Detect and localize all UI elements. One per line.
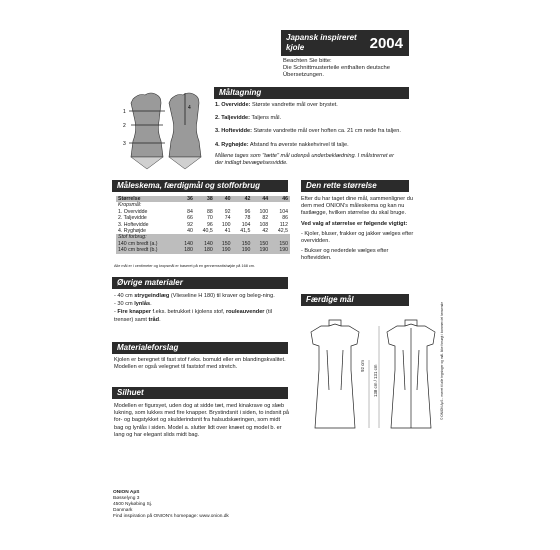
section-rette-stoerrelse: Den rette størrelse	[301, 180, 409, 192]
table-row: 140 cm bredt (b.) 180 180 190 190 190 190	[118, 247, 288, 254]
rette-stoerrelse-text: Efter du har taget dine mål, sammenligner du dem med ONION's måleskema og kan nu fastlægge, hvilken størrelse du skal bruge. Ved valg af størrelse er følgende vigtigt: - Kjoler, bluser, frakker og jakker vælges efter overvidden. - Bukser og nederdele vælges efter hoftevidden.	[301, 196, 414, 262]
table-row: 140 cm bredt (a.) 140 140 150 150 150 150	[118, 240, 288, 247]
side-copyright: © ONION ApS - eneret til alle tegninger og mål. Ikke forsøgt i kommerciel hensende	[440, 301, 444, 420]
figure-label-3: 3	[123, 141, 126, 147]
section-materialeforslag: Materialeforslag	[112, 342, 288, 354]
figure-label-1: 1	[123, 109, 126, 115]
table-row: 4. Ryghøjde 40 40,5 41 41,5 42 42,5	[118, 228, 288, 235]
list-item: - Fire knapper f.eks. betrukket i kjolens stof, rouleauvender (til trenser) samt tråd.	[114, 309, 272, 323]
list-item: - Kjoler, bluser, frakker og jakker vælges efter overvidden.	[301, 230, 414, 245]
materialeforslag-text: Kjolen er beregnet til fast stof f.eks. bomuld eller en blandingskvalitet. Modellen er også velegnet til faststof med stretch.	[114, 357, 286, 371]
label-length: 138 cm / 131 cm	[373, 364, 378, 397]
list-item: - 40 cm strygeindlæg (Vlieseline H 180) til kraver og beleg-ning.	[114, 293, 275, 299]
label-92cm: 92 cm	[360, 360, 365, 372]
section-maaleskema: Måleskema, færdigmål og stofforbrug	[112, 180, 288, 192]
table-footnote: Alle mål er i centimeter og kropsmål er baseret på en gennemsnitshøjde på 168 cm.	[114, 264, 255, 268]
maaltagning-list: 1. Overvidde: Største vandrette mål over brystet. 2. Taljevidde: Taljens mål. 3. Hoftevidde: Største vandrette mål over hoften ca. 21 cm nede fra taljen. 4. Ryghøjde: Afstand fra øverste nakkehvirvel til talje. Målene tages som "tætte" mål udenpå underbeklædning. I målstrerret er der indlagt bevægelsesvidde.	[215, 102, 401, 167]
table-row: 1. Overvidde 84 88 92 96 100 104	[118, 208, 288, 215]
title-line1: Japansk inspireret	[286, 33, 357, 42]
section-silhuet: Silhuet	[112, 387, 288, 399]
title-line2: kjole	[286, 43, 305, 52]
pattern-number: 2004	[369, 35, 403, 52]
list-item: - Bukser og nederdele vælges efter hoftevidden.	[301, 248, 389, 262]
figure-label-4: 4	[188, 105, 191, 111]
title-bar	[281, 30, 409, 56]
table-row: 3. Hoftevidde 92 96 100 104 108 112	[118, 221, 288, 228]
oevrige-list	[114, 293, 290, 325]
list-item: - 30 cm lynlås.	[114, 301, 152, 308]
section-maaltagning: Måltagning	[214, 87, 409, 99]
size-table: Størrelse 36 38 40 42 44 46 Kropsmål: 1. Overvidde 84 88 92 96 100 104 2. Taljevidde 66 70 74 78 82 86 3. Hoftevidde 92 96 100 104 108 112 4. Ryghøjde 40 40,5 41 41,5 42 42,5 Stof forbrug: 140 cm bredt (a.) 140 140 150 150 150 150 140 cm bredt (b.) 180 180 190 190 190 190	[118, 196, 288, 254]
german-note: Beachten Sie bitte: Die Schnittmusterteile enthalten deutsche Übersetzungen.	[283, 58, 390, 79]
table-row: 2. Taljevidde 66 70 74 78 82 86	[118, 215, 288, 222]
pattern-page	[111, 12, 449, 536]
section-oevrige: Øvrige materialer	[112, 277, 288, 289]
figure-label-2: 2	[123, 123, 126, 129]
body-measure-figure	[121, 87, 209, 177]
silhuet-text: Modellen er figursyet, uden dog at sidde tæt, med kinakrave og slæb lukning, som lukkes med fire knapper. Brystindsnit i siden, to indsnit på for- og bagstykket og skulderindsnit fra halsudskæringen, som midt bag og lynlås i siden. Model a. slutter lidt over knæet og model b. er lang og har elegant slids midt bag.	[114, 403, 290, 438]
section-faerdige-maal: Færdige mål	[301, 294, 409, 306]
footer-address: ONION ApS Bøsselyng 3 4500 Nykøbing Sj. Danmark Find inspiration på ONION's homepage: www.onion.dk	[113, 490, 229, 519]
